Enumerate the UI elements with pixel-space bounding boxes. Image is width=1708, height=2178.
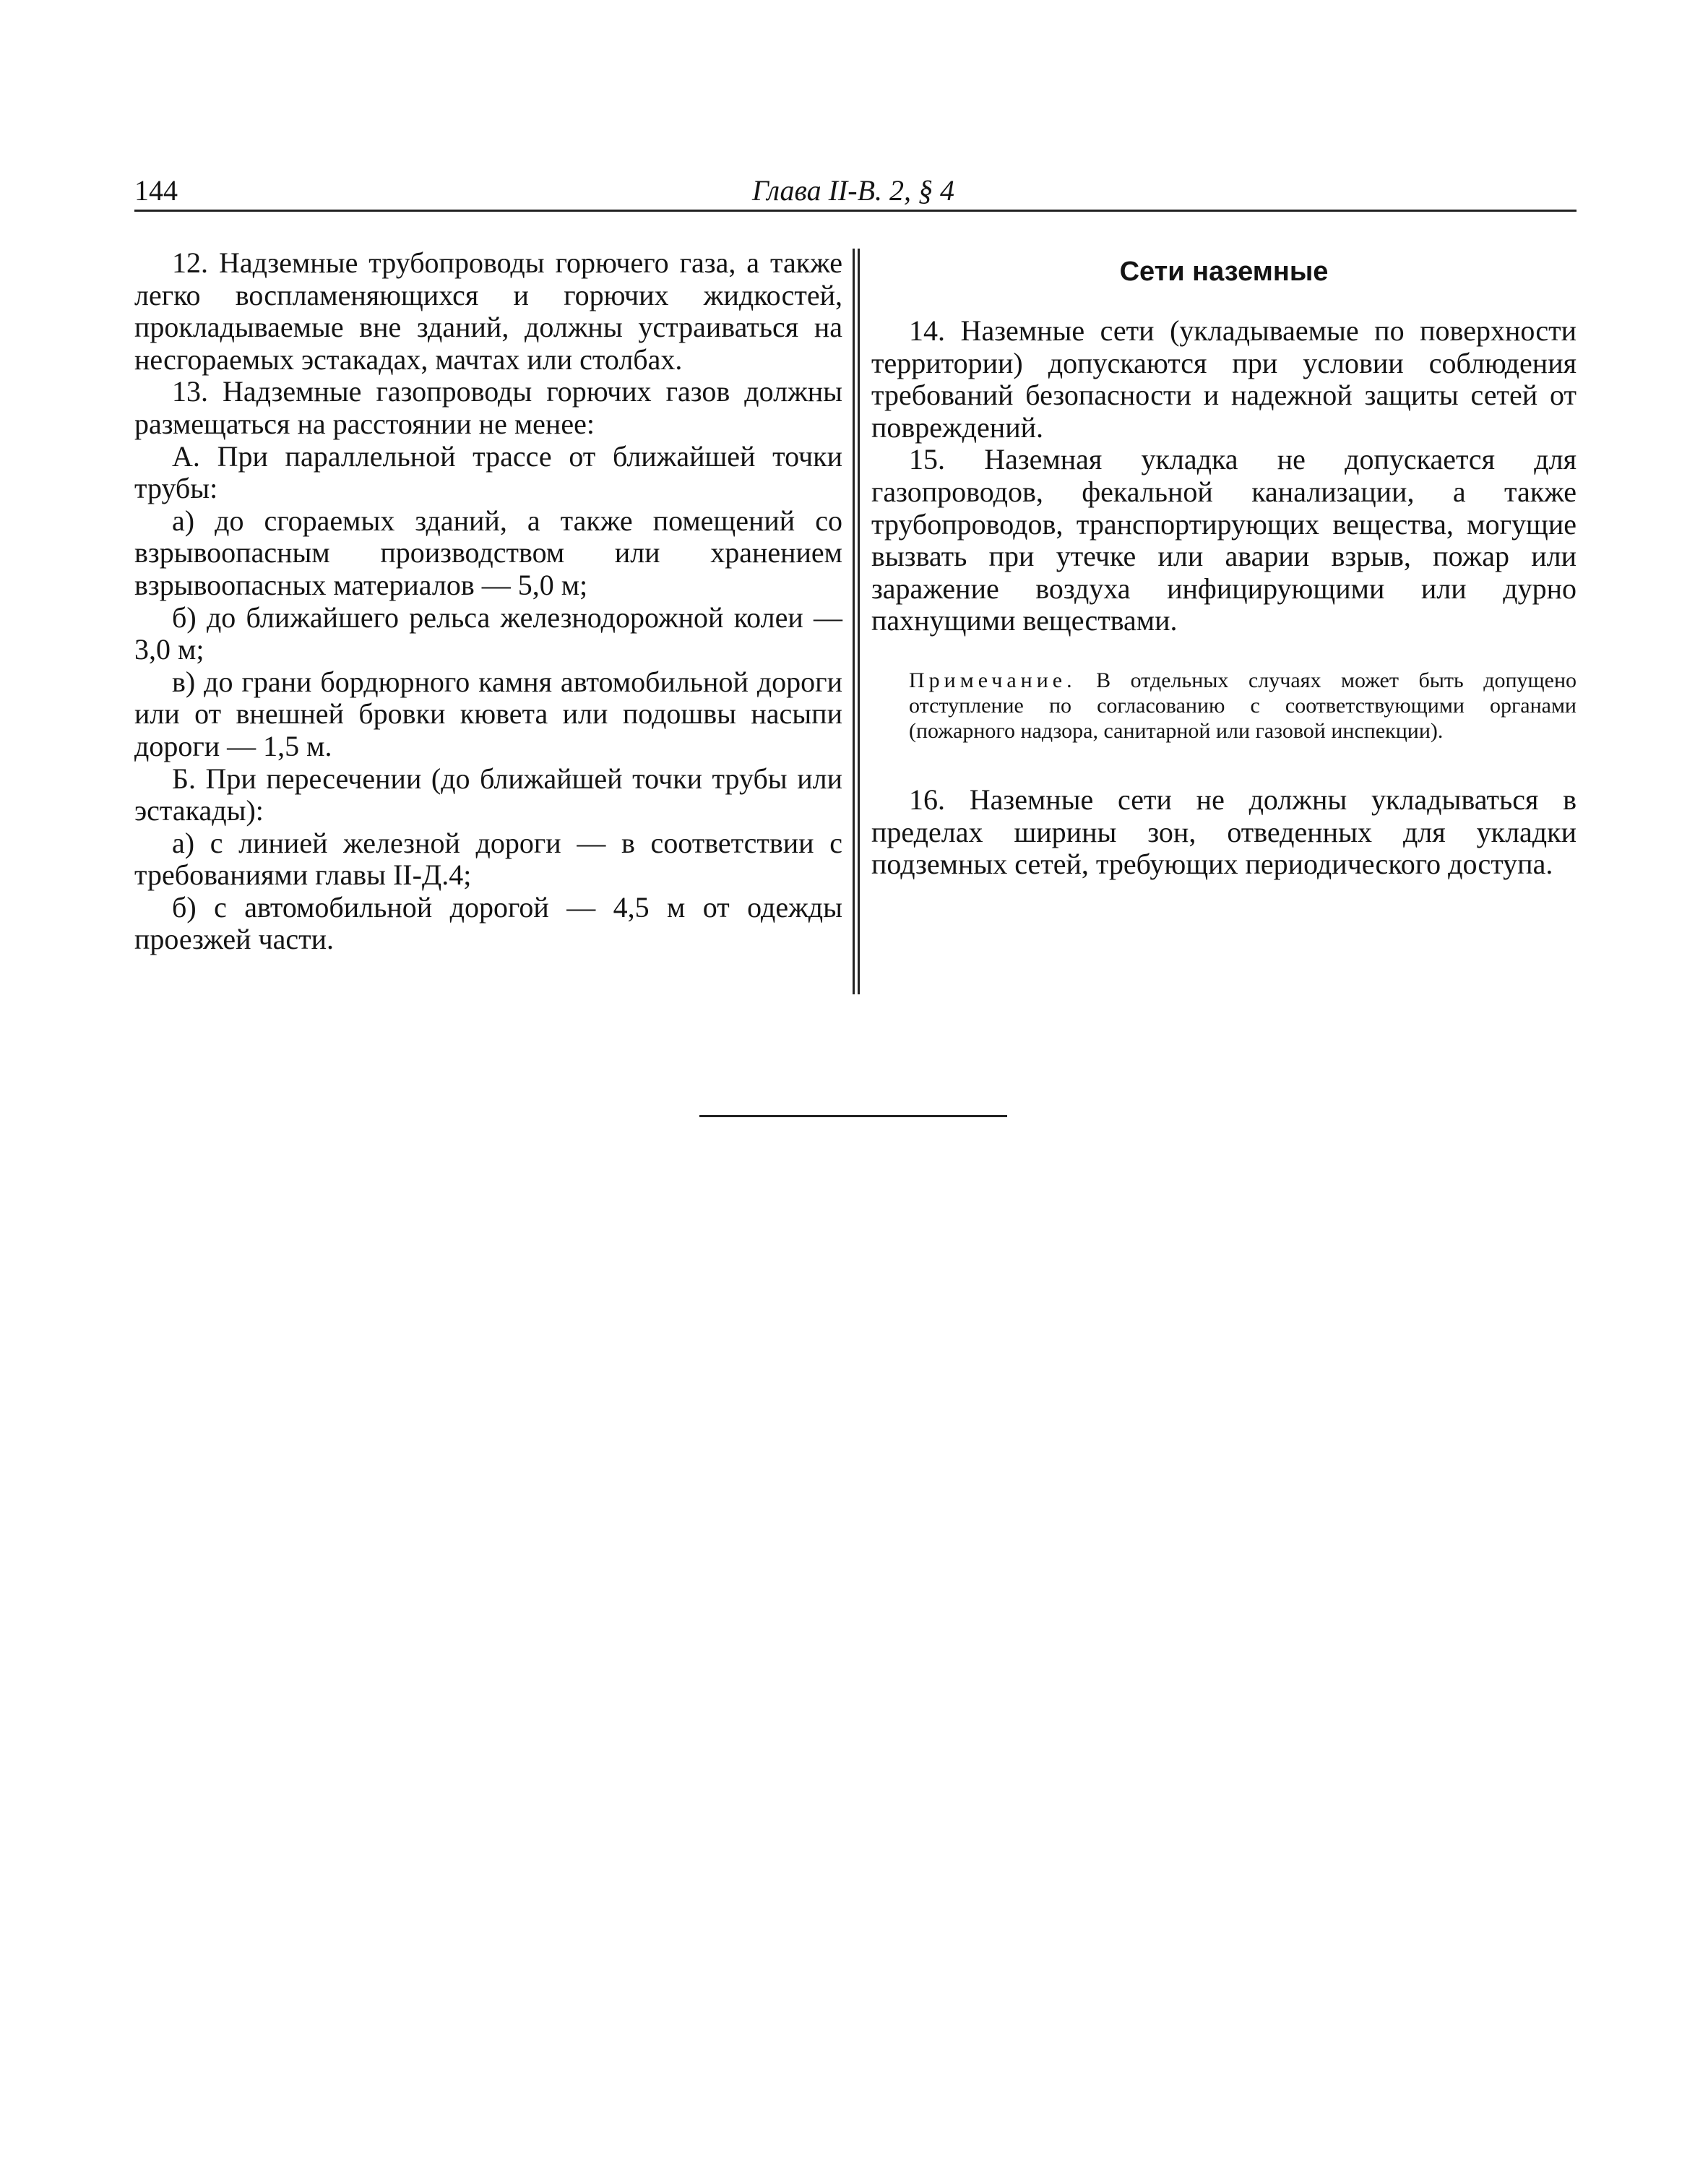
left-column [134, 247, 842, 956]
header-rule [134, 210, 1577, 212]
paragraph-15: 15. Наземная укладка не допускается для газопроводов, фекальной канализации, а также трубопроводов, транспортирующих вещества, могущие вызвать при утечке или аварии взрыв, пожар или заражение воздуха инфицирующими или дурно пахнущими веществами. [871, 443, 1577, 637]
paragraph-13: 13. Надземные газопроводы горючих газов должны размещаться на расстоянии не менее: [134, 375, 842, 440]
paragraph-16: 16. Наземные сети не должны укладываться в пределах ширины зон, отведенных для укладки подземных сетей, требующих периодического доступа. [871, 783, 1577, 881]
end-rule [699, 1115, 1007, 1117]
item-b-rail: б) до ближайшего рельса железнодорожной колеи — 3,0 м; [134, 601, 842, 666]
paragraph-12: 12. Надземные трубопроводы горючего газа, а также легко воспламеняющихся и горючих жидкостей, прокладываемые вне зданий, должны устраиваться на несгораемых эстакадах, мачтах или столбах. [134, 246, 842, 376]
column-divider [853, 249, 860, 994]
note-block [909, 668, 1577, 744]
item-v-road: в) до грани бордюрного камня автомобильной дороги или от внешней бровки кювета или подошвы насыпи дороги — 1,5 м. [134, 665, 842, 762]
page-header [134, 172, 1572, 210]
running-head: Глава II-В. 2, § 4 [751, 174, 955, 207]
clause-a-parallel: А. При параллельной трассе от ближайшей точки трубы: [134, 439, 842, 505]
item-a-buildings: а) до сгораемых зданий, а также помещений со взрывоопасным производством или хранением взрывоопасных материалов — 5,0 м; [134, 504, 842, 601]
right-column [871, 254, 1577, 881]
note-label: Примечание. [909, 668, 1077, 692]
page-number: 144 [134, 174, 178, 207]
paragraph-14: 14. Наземные сети (укладываемые по поверхности территории) допускаются при условии соблюдения требований безопасности и надежной защиты сетей от повреждений. [871, 314, 1577, 444]
section-title: Сети наземные [1119, 257, 1329, 287]
item-a-railway-crossing: а) с линией железной дороги — в соответствии с требованиями главы II-Д.4; [134, 826, 842, 892]
note-text: В отдельных случаях может быть допущено отступление по согласованию с соответствующими органами (пожарного надзора, санитарной или газовой инспекции). [909, 668, 1577, 743]
item-b-road-crossing: б) с автомобильной дорогой — 4,5 м от одежды проезжей части. [134, 890, 842, 956]
clause-b-crossing: Б. При пересечении (до ближайшей точки трубы или эстакады): [134, 762, 842, 827]
